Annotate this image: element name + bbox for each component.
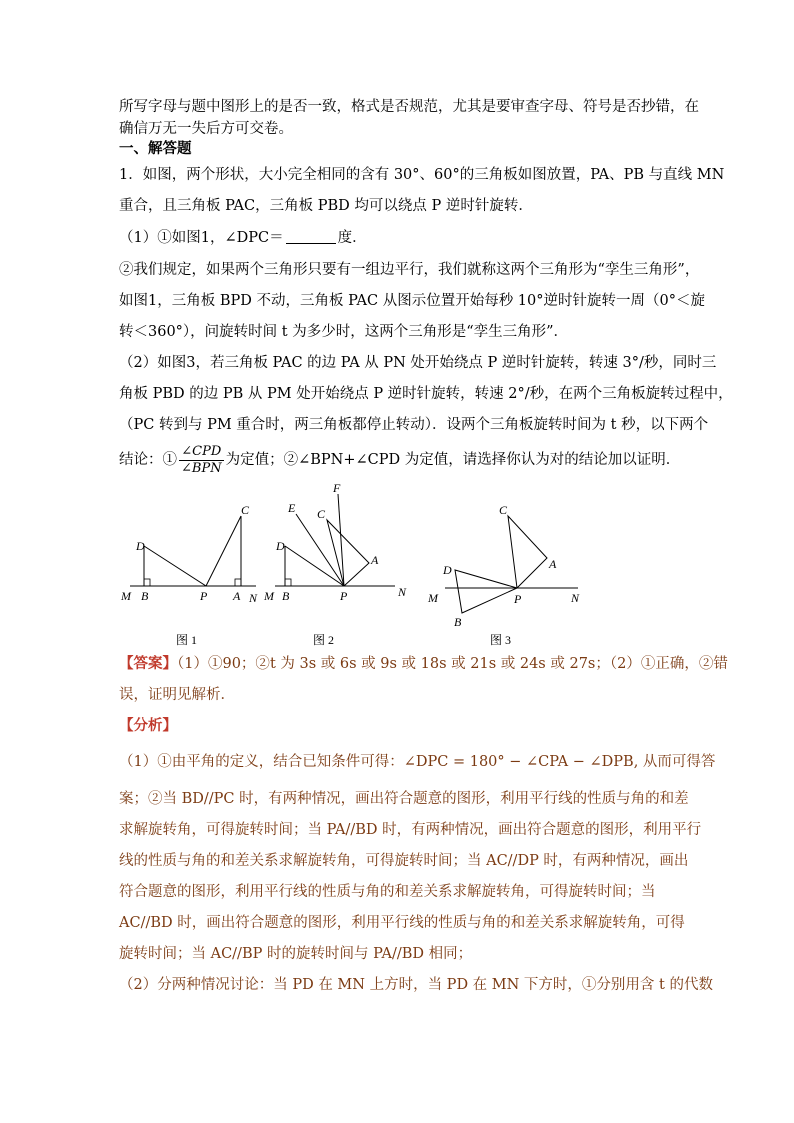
fig1-triangle-pac — [206, 516, 241, 586]
analysis-line-3: 求解旋转角，可得旋转时间；当 PA//BD 时，有两种情况，画出符合题意的图形，利用平行 — [119, 822, 702, 838]
figures-panel — [110, 478, 590, 653]
analysis-line-5: 符合题意的图形，利用平行线的性质与角的和差关系求解旋转角，可得旋转时间；当 — [119, 884, 656, 900]
fig3-label-m: M — [428, 591, 438, 605]
answer-line-2: 误，证明见解析． — [119, 687, 235, 703]
fig3-label-d: D — [443, 563, 452, 577]
fig2-label-c: C — [317, 507, 326, 521]
question-line-7: （2）如图3，若三角板 PAC 的边 PA 从 PN 处开始绕点 P 逆时针旋转，转速 3°/秒，同时三 — [119, 355, 717, 371]
fraction — [179, 444, 224, 477]
fig3-label-b: B — [454, 615, 462, 629]
fig2-ray-pf — [338, 494, 344, 586]
fig1-label-p: P — [200, 589, 208, 603]
fig2-label-p: P — [340, 589, 348, 603]
fig2-label-e: E — [288, 501, 296, 515]
fig1-label-b: B — [141, 589, 149, 603]
fig1-label-n: N — [249, 591, 258, 605]
fig3-label-a: A — [549, 557, 557, 571]
fig2-label-m: M — [264, 589, 274, 603]
section-title: 一、解答题 — [119, 140, 192, 157]
fraction-numerator: ∠CPD — [179, 444, 224, 461]
fig3-triangle-pbd — [455, 570, 517, 613]
figure-2 — [263, 481, 407, 647]
fig1-label-d: D — [136, 539, 145, 553]
fig1-right-angle-b — [144, 579, 150, 586]
fig3-label-n: N — [571, 591, 580, 605]
fig2-caption: 图 2 — [313, 633, 335, 647]
question-line-5: 如图1，三角板 BPD 不动，三角板 PAC 从图示位置开始每秒 10°逆时针旋转一周（0°＜旋 — [119, 293, 705, 309]
conclusion-suffix: 为定值；②∠BPN+∠CPD 为定值，请选择你认为对的结论加以证明． — [225, 452, 681, 468]
question-line-8: 角板 PBD 的边 PB 从 PM 处开始绕点 P 逆时针旋转，转速 2°/秒，在两个三角板旋转过程中， — [119, 386, 733, 402]
fig1-label-c: C — [241, 503, 250, 517]
fig1-label-m: M — [121, 589, 131, 603]
analysis-line-4: 线的性质与角的和差关系求解旋转角，可得旋转时间；当 AC//DP 时，有两种情况，画出 — [119, 853, 689, 869]
answer-line-1 — [119, 654, 728, 674]
question-line-1: 1．如图，两个形状，大小完全相同的含有 30°、60°的三角板如图放置，PA、PB 与直线 MN — [119, 167, 725, 183]
analysis-line-1: （1）①由平角的定义，结合已知条件可得：∠DPC = 180° − ∠CPA − ∠DPB, 从而可得答 — [119, 754, 716, 770]
analysis-line-8: （2）分两种情况讨论：当 PD 在 MN 上方时，当 PD 在 MN 下方时，①分别用含 t 的代数 — [119, 977, 713, 993]
fig2-label-d: D — [276, 539, 285, 553]
fig2-right-angle-b — [285, 579, 291, 586]
fig2-label-n: N — [398, 585, 407, 599]
question-line-3 — [119, 228, 367, 248]
analysis-line-7: 旋转时间；当 AC//BP 时的旋转时间与 PA//BD 相同； — [119, 946, 473, 962]
fig3-triangle-pac — [508, 516, 547, 588]
fig1-label-a: A — [233, 589, 241, 603]
question-1-suffix: 度． — [337, 230, 367, 246]
answer-part-b: t 为 3s 或 6s 或 9s 或 18s 或 21s 或 24s 或 27s；（2）①正确，②错 — [269, 656, 728, 672]
fig2-label-b: B — [282, 589, 290, 603]
fig2-ray-pe — [296, 514, 344, 586]
figure-1 — [120, 503, 258, 647]
fig3-caption: 图 3 — [490, 633, 512, 647]
analysis-tag: 【分析】 — [119, 717, 177, 734]
fig3-label-c: C — [499, 503, 508, 517]
fig1-triangle-bpd — [144, 546, 206, 586]
conclusion-prefix: 结论：① — [119, 452, 177, 468]
analysis-line-6: AC//BD 时，画出符合题意的图形，利用平行线的性质与角的和差关系求解旋转角，可得 — [119, 915, 685, 931]
question-line-6: 转＜360°），问旋转时间 t 为多少时，这两个三角形是“孪生三角形”． — [119, 324, 569, 340]
fig2-label-a: A — [371, 553, 379, 567]
fig1-right-angle-a — [235, 579, 241, 586]
fig2-triangle-pac — [327, 520, 369, 586]
answer-blank — [286, 229, 336, 244]
fig2-label-f: F — [333, 481, 341, 495]
fraction-denominator: ∠BPN — [181, 460, 222, 476]
fig3-label-p: P — [514, 592, 522, 606]
fig1-caption: 图 1 — [176, 633, 198, 647]
question-line-9: （PC 转到与 PM 重合时，两三角板都停止转动）．设两个三角板旋转时间为 t 秒，以下两个 — [119, 417, 709, 433]
answer-tag: 【答案】 — [119, 655, 177, 672]
question-line-10 — [119, 441, 680, 479]
question-line-2: 重合，且三角板 PAC，三角板 PBD 均可以绕点 P 逆时针旋转． — [119, 198, 533, 214]
intro-line-1: 所写字母与题中图形上的是否一致，格式是否规范，尤其是要审查字母、符号是否抄错，在 — [119, 99, 699, 115]
question-1-prefix: （1）①如图1，∠DPC＝ — [119, 230, 284, 246]
question-line-4: ②我们规定，如果两个三角形只要有一组边平行，我们就称这两个三角形为“孪生三角形”， — [119, 262, 700, 278]
answer-part-a: （1）①90；② — [177, 656, 270, 672]
figure-3 — [427, 503, 580, 647]
intro-line-2: 确信万无一失后方可交卷。 — [119, 121, 293, 137]
analysis-line-2: 案；②当 BD//PC 时，有两种情况，画出符合题意的图形，利用平行线的性质与角的和差 — [119, 791, 689, 807]
